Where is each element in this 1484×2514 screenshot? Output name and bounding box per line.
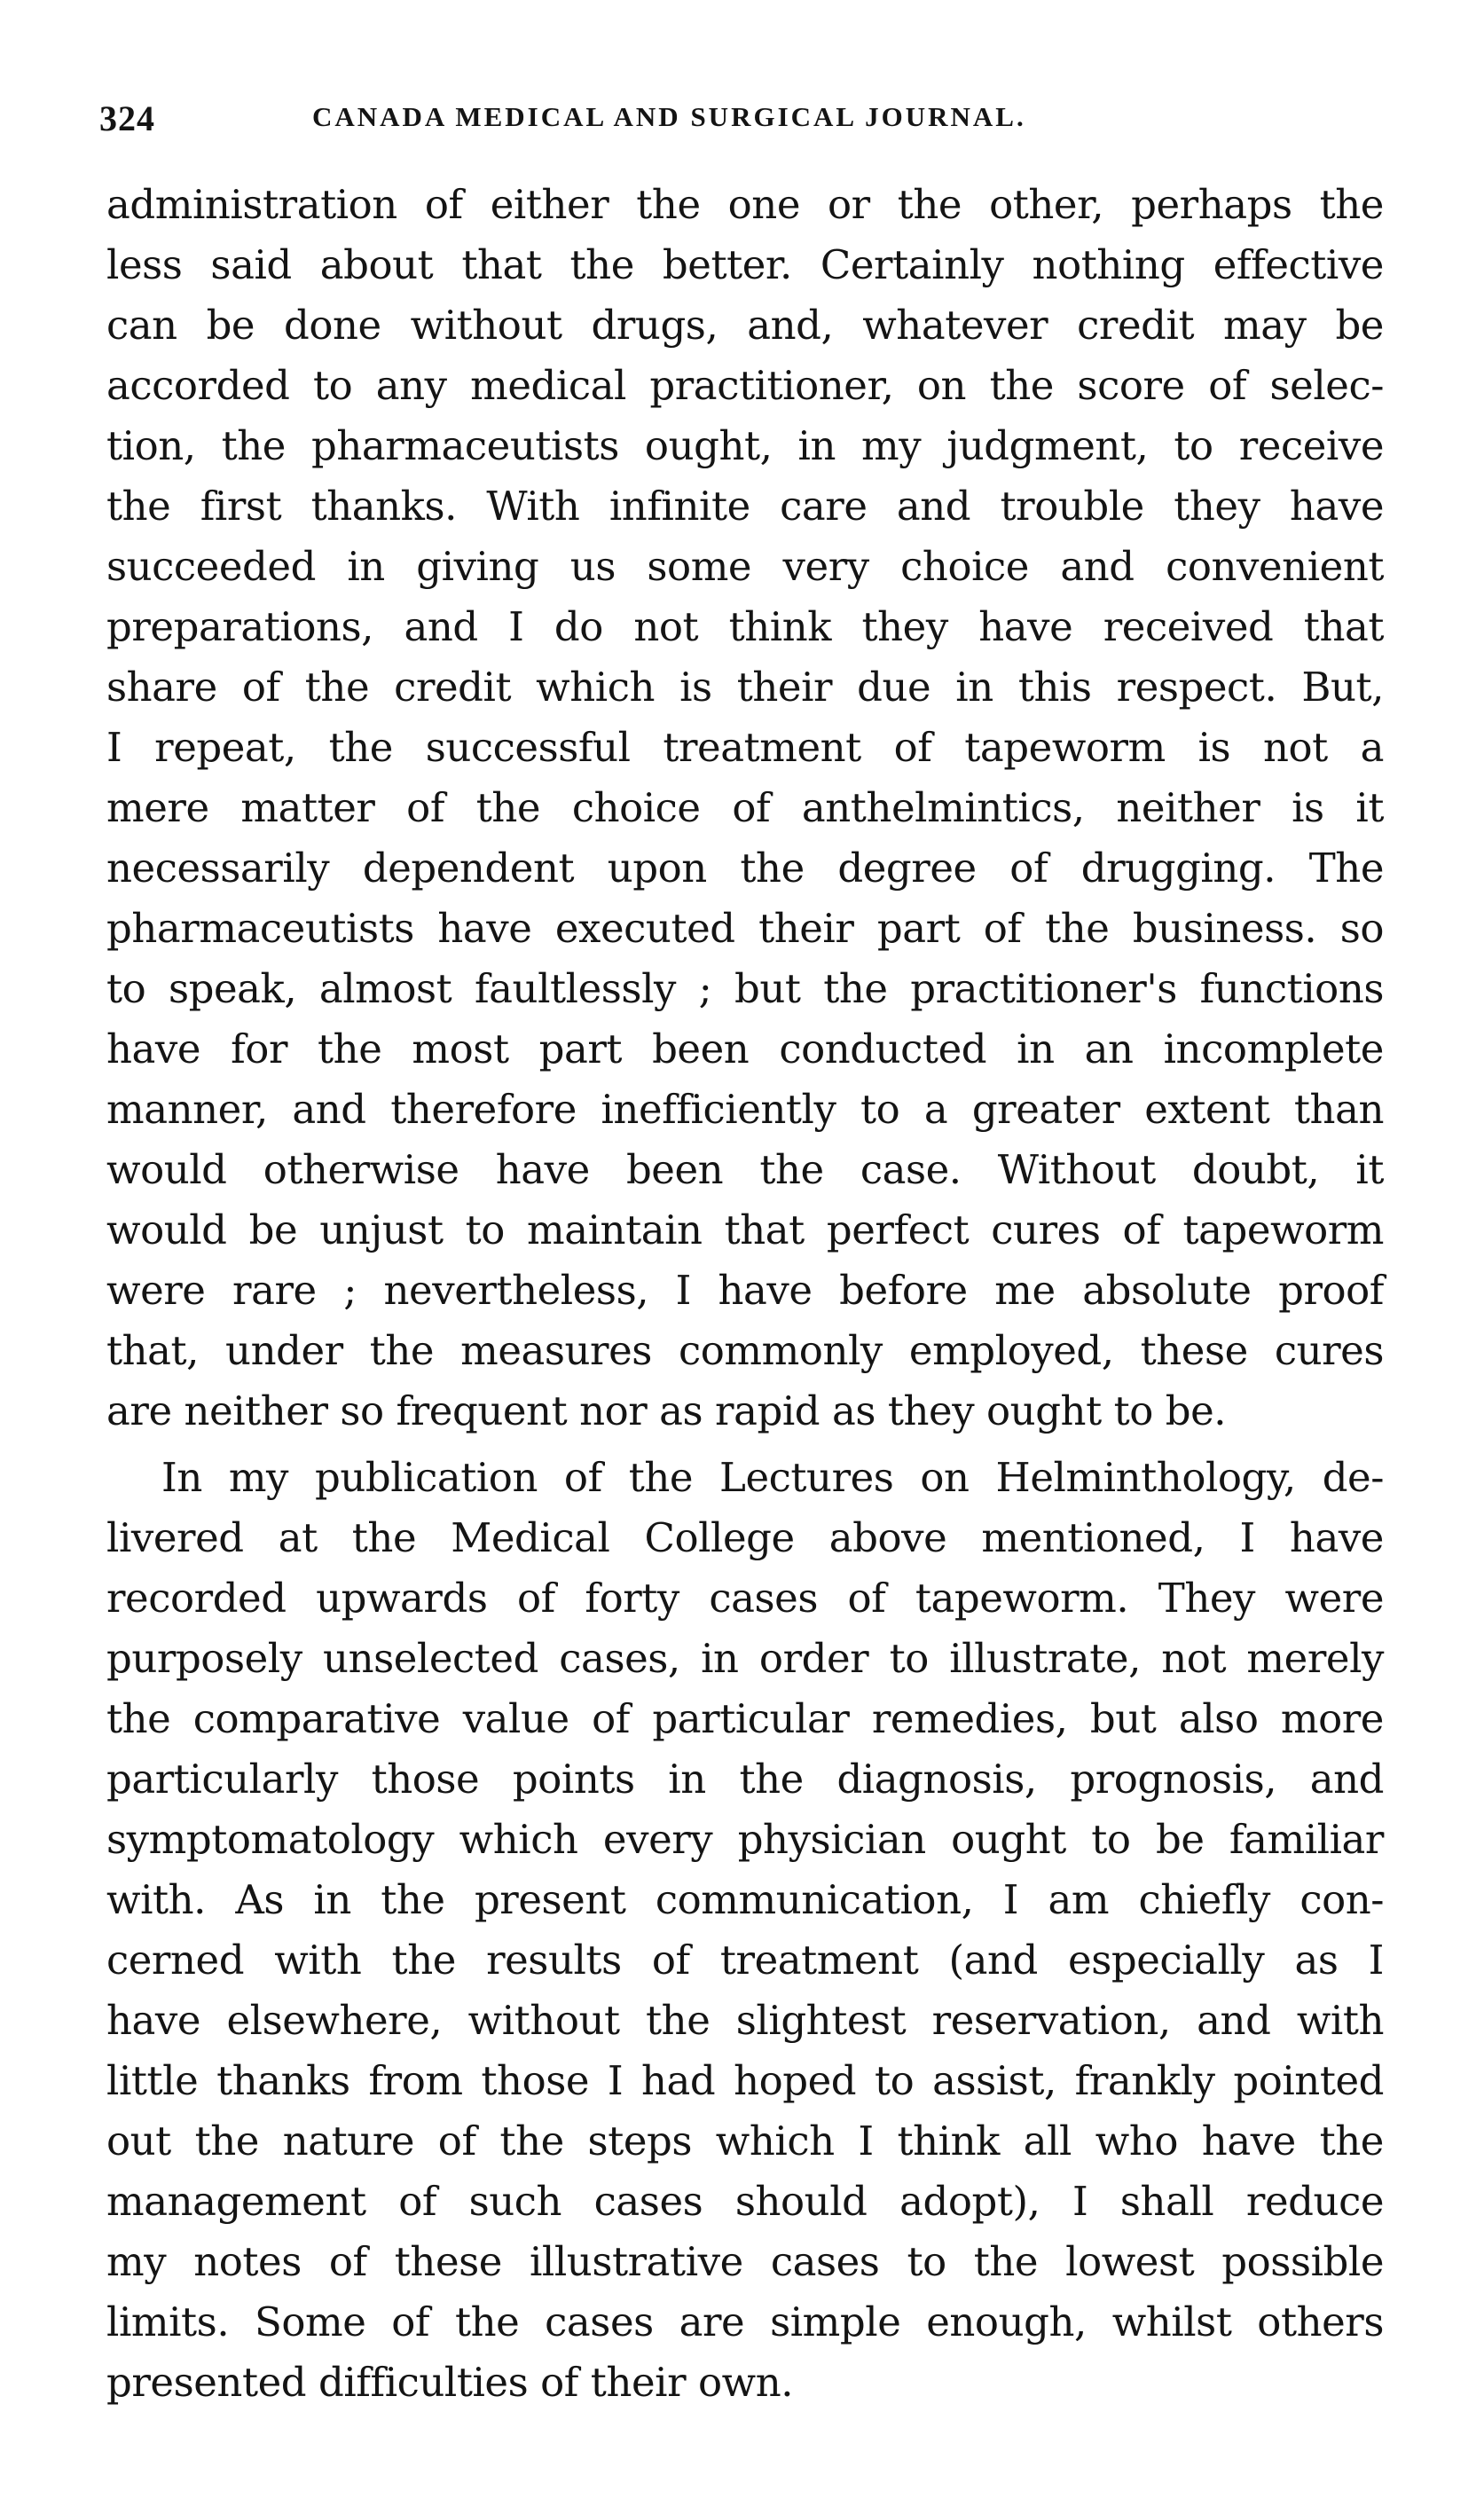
text-line: presented difficulties of their own.	[106, 2359, 794, 2406]
text-line: In my publication of the Lectures on Helminthology, de-	[161, 1454, 1384, 1501]
text-line: mere matter of the choice of anthelmintics, neither is it	[106, 784, 1384, 831]
paragraph-gap	[106, 1442, 1384, 1448]
text-line: livered at the Medical College above mentioned, I have	[106, 1514, 1384, 1561]
text-line: the first thanks. With infinite care and trouble they have	[106, 483, 1384, 530]
text-line: accorded to any medical practitioner, on the score of selec-	[106, 362, 1384, 409]
text-line: cerned with the results of treatment (and especially as I	[106, 1937, 1384, 1984]
text-line: administration of either the one or the other, perhaps the	[106, 181, 1384, 228]
text-line: share of the credit which is their due in this respect. But,	[106, 664, 1384, 711]
text-line: preparations, and I do not think they have received that	[106, 603, 1384, 650]
text-line: particularly those points in the diagnosis, prognosis, and	[106, 1756, 1384, 1803]
text-line: have for the most part been conducted in an incomplete	[106, 1025, 1384, 1072]
text-line: can be done without drugs, and, whatever credit may be	[106, 302, 1384, 349]
text-line: symptomatology which every physician ought to be familiar	[106, 1816, 1384, 1863]
running-head	[99, 98, 1394, 151]
text-line: the comparative value of particular remedies, but also more	[106, 1695, 1384, 1742]
text-line: pharmaceutists have executed their part of the business. so	[106, 905, 1384, 952]
text-line: were rare ; nevertheless, I have before me absolute proof	[106, 1267, 1384, 1314]
text-line: tion, the pharmaceutists ought, in my judgment, to receive	[106, 422, 1384, 469]
text-line: have elsewhere, without the slightest reservation, and with	[106, 1997, 1384, 2044]
text-line: are neither so frequent nor as rapid as they ought to be.	[106, 1387, 1227, 1434]
article-body	[106, 175, 1384, 2413]
text-line: recorded upwards of forty cases of tapeworm. They were	[106, 1575, 1384, 1622]
text-line: to speak, almost faultlessly ; but the practitioner's functions	[106, 965, 1384, 1012]
text-line: succeeded in giving us some very choice and convenient	[106, 543, 1384, 590]
text-line: necessarily dependent upon the degree of drugging. The	[106, 845, 1384, 892]
journal-title: CANADA MEDICAL AND SURGICAL JOURNAL.	[312, 101, 1026, 132]
text-line: manner, and therefore inefficiently to a greater extent than	[106, 1086, 1384, 1133]
text-line: little thanks from those I had hoped to assist, frankly pointed	[106, 2057, 1384, 2104]
text-line: that, under the measures commonly employed, these cures	[106, 1327, 1384, 1374]
text-line: I repeat, the successful treatment of tapeworm is not a	[106, 724, 1384, 771]
page-number: 324	[99, 98, 155, 138]
text-line: would otherwise have been the case. Without doubt, it	[106, 1146, 1384, 1193]
text-line: out the nature of the steps which I think all who have the	[106, 2117, 1384, 2164]
text-line: would be unjust to maintain that perfect cures of tapeworm	[106, 1206, 1384, 1253]
text-line: management of such cases should adopt), I shall reduce	[106, 2178, 1384, 2225]
text-line: limits. Some of the cases are simple enough, whilst others	[106, 2298, 1384, 2345]
paragraph-1	[106, 175, 1384, 1442]
text-line: with. As in the present communication, I am chiefly con-	[106, 1876, 1384, 1923]
paragraph-2	[106, 1448, 1384, 2413]
text-line: less said about that the better. Certainly nothing effective	[106, 241, 1384, 288]
text-line: my notes of these illustrative cases to the lowest possible	[106, 2238, 1384, 2285]
text-line: purposely unselected cases, in order to illustrate, not merely	[106, 1635, 1384, 1682]
